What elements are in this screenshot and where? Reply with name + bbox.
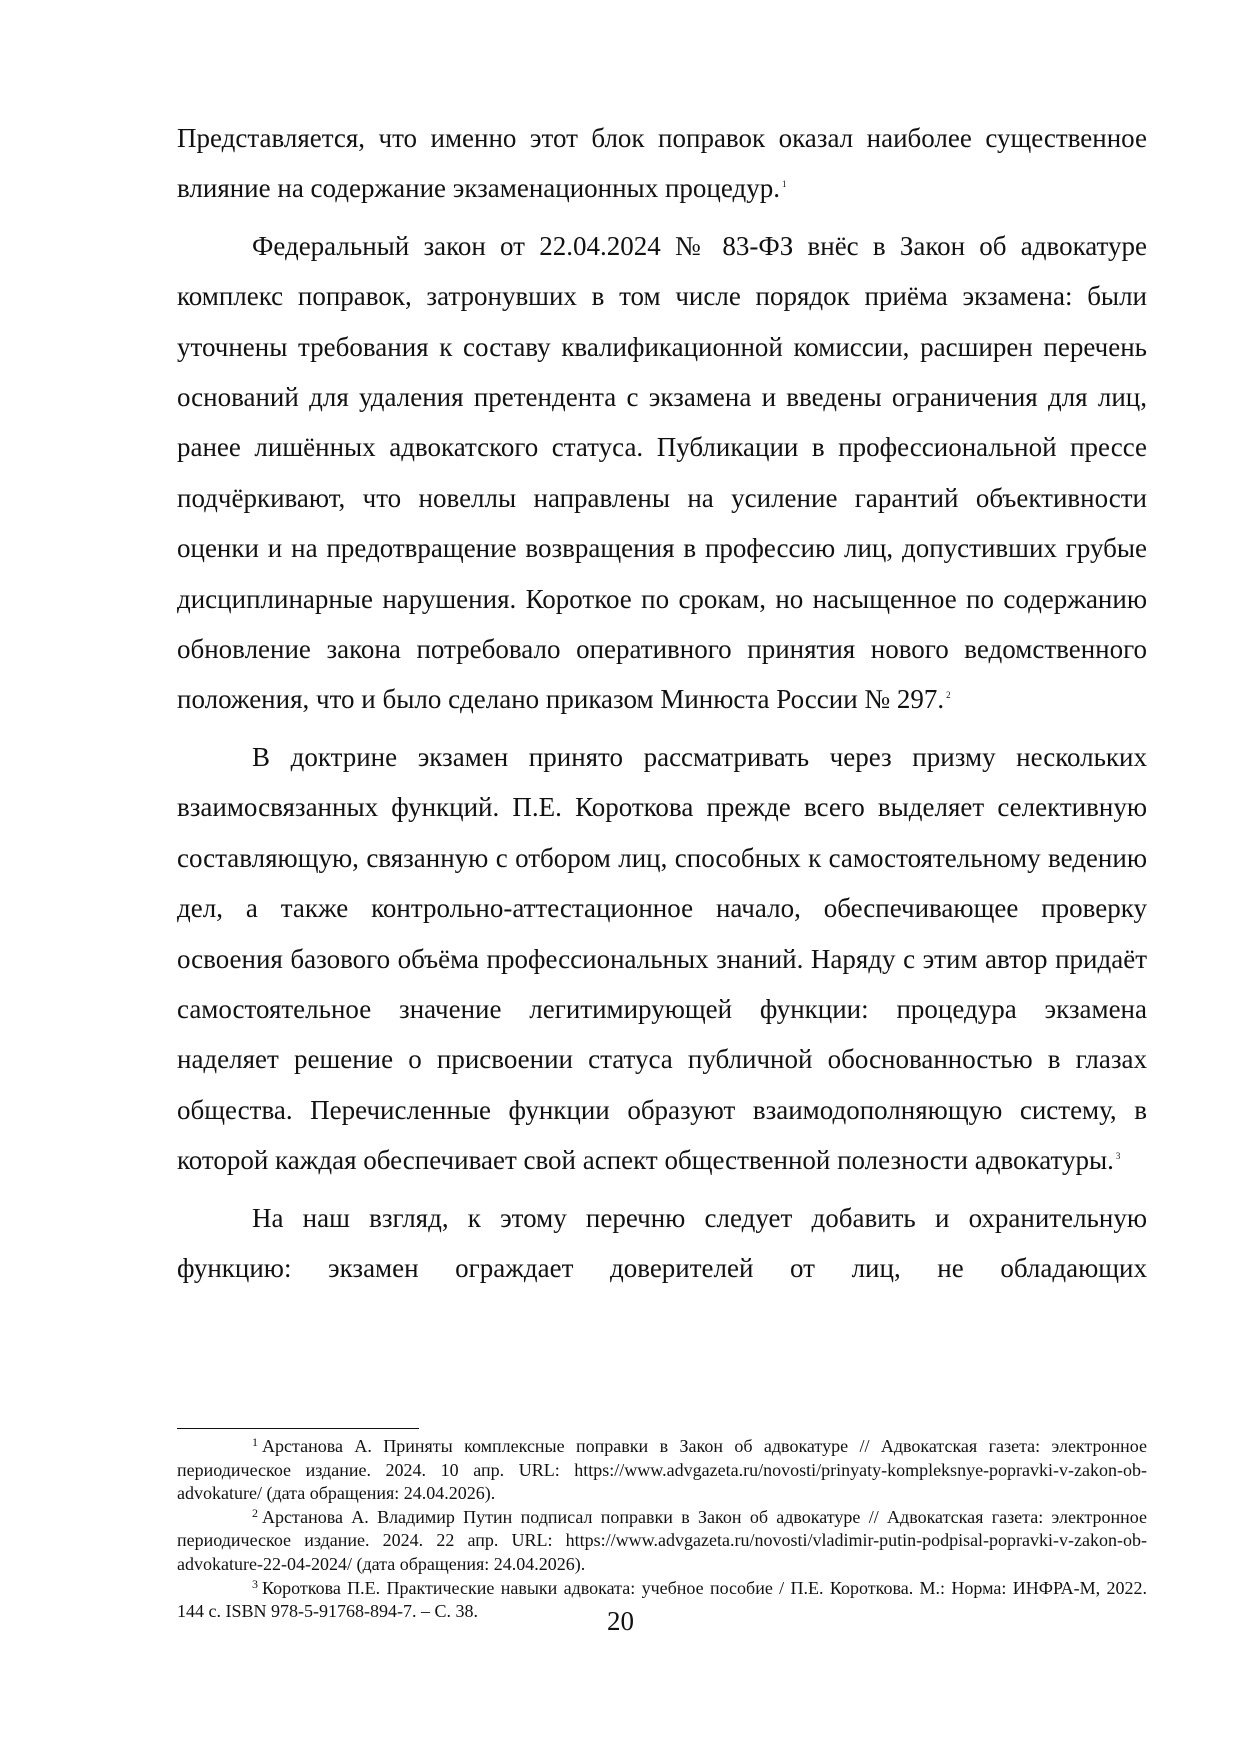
paragraph-2: [177, 221, 1147, 725]
footnote-text: Короткова П.Е. Практические навыки адвоката: учебное пособие / П.Е. Короткова. М.: Норма: ИНФРА-М, 2022. 144 с. ISBN 978-5-91768-894-7. – С. 38.: [177, 1577, 1147, 1622]
footnote-1: [177, 1435, 1147, 1506]
footnotes: [177, 1435, 1147, 1624]
paragraph-4: [177, 1193, 1147, 1294]
page-number: 20: [607, 1606, 634, 1636]
paragraph-1: [177, 113, 1147, 214]
paragraph-text: Федеральный закон от 22.04.2024 № 83-ФЗ внёс в Закон об адвокатуре комплекс поправок, затронувших в том числе порядок приёма экзамена: были уточнены требования к составу квалификационной комиссии, расширен перечень оснований для удаления претендента с экзамена и введены ограничения для лиц, ранее лишённых адвокатского статуса. Публикации в профессиональной прессе подчёркивают, что новеллы направлены на усиление гарантий объективности оценки и на предотвращение возвращения в профессию лиц, допустивших грубые дисциплинарные нарушения. Короткое по срокам, но насыщенное по содержанию обновление закона потребовало оперативного принятия нового ведомственного положения, что и было сделано приказом Минюста России № 297.: [177, 230, 1147, 715]
paragraph-text: На наш взгляд, к этому перечню следует добавить и охранительную функцию: экзамен ограждает доверителей от лиц, не обладающих: [177, 1202, 1147, 1283]
paragraph-text: Представляется, что именно этот блок поправок оказал наиболее существенное влияние на содержание экзаменационных процедур.: [177, 123, 1147, 204]
footnote-number: 2: [252, 1505, 258, 1520]
footnote-number: 1: [252, 1435, 258, 1449]
footnote-2: [177, 1506, 1147, 1577]
body-text: [177, 113, 1147, 1293]
footnote-number: 3: [252, 1576, 258, 1591]
footnote-ref-1[interactable]: 1: [781, 179, 787, 190]
footnote-text: Арстанова А. Приняты комплексные поправки в Закон об адвокатуре // Адвокатская газета: электронное периодическое издание. 2024. 10 апр. URL: https://www.advgazeta.ru/novosti/prinyaty-kompleksnye-popravki-v-zakon-ob-advokature/ (дата обращения: 24.04.2026).: [177, 1436, 1147, 1504]
paragraph-3: [177, 732, 1147, 1186]
footnote-ref-3[interactable]: 3: [1115, 1151, 1121, 1162]
paragraph-text: В доктрине экзамен принято рассматривать через призму нескольких взаимосвязанных функций. П.Е. Короткова прежде всего выделяет селективную составляющую, связанную с отбором лиц, способных к самостоятельному ведению дел, а также контрольно-аттестационное начало, обеспечивающее проверку освоения базового объёма профессиональных знаний. Наряду с этим автор придаёт самостоятельное значение легитимирующей функции: процедура экзамена наделяет решение о присвоении статуса публичной обоснованностью в глазах общества. Перечисленные функции образуют взаимодополняющую систему, в которой каждая обеспечивает свой аспект общественной полезности адвокатуры.: [177, 741, 1147, 1176]
footnote-text: Арстанова А. Владимир Путин подписал поправки в Закон об адвокатуре // Адвокатская газета: электронное периодическое издание. 2024. 22 апр. URL: https://www.advgazeta.ru/novosti/vladimir-putin-podpisal-popravki-v-zakon-ob-advokature-22-04-2024/ (дата обращения: 24.04.2026).: [177, 1506, 1147, 1574]
footnote-ref-2[interactable]: 2: [946, 690, 951, 701]
footnote-separator: [177, 1428, 419, 1429]
